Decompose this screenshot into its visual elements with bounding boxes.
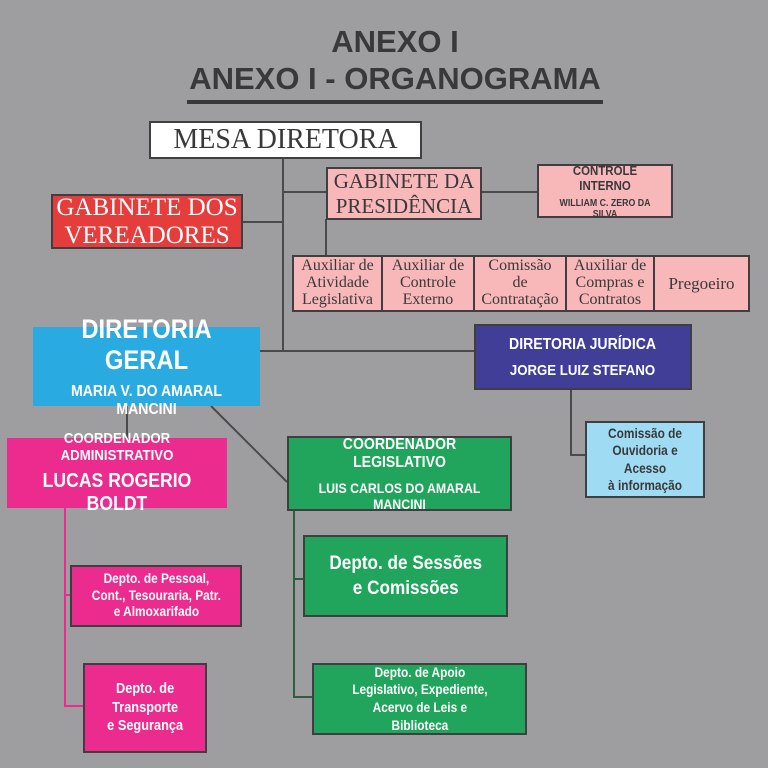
node-coordenador-administrativo [7,430,227,515]
node-comissao-contratacao [473,255,567,312]
node-depto-transporte [83,663,207,753]
page-title [25,24,765,104]
node-label: Depto. de Sessões e Comissões [329,551,482,599]
node-label: Auxiliar de Atividade Legislativa [301,257,374,308]
title-line-2 [25,61,765,105]
node-mesa-diretora [149,121,422,159]
node-label: GABINETE DA PRESIDÊNCIA [333,168,475,218]
connector-geral-juridica [260,350,474,352]
node-diretoria-geral [33,314,260,418]
connector-trunk-presidencia [283,191,326,193]
connector-legislativo-apoio [293,696,313,698]
node-aux-controle [381,255,475,312]
node-diretoria-juridica [474,324,692,390]
connector-trunk-vereadores [243,221,283,223]
node-title: DIRETORIA GERAL [81,314,212,375]
connector-admin-transporte [64,705,84,707]
title-underlined-text: ANEXO I - ORGANOGRAMA [187,61,603,105]
node-person-name: WILLIAM C. ZERO DA SILVA [559,197,651,220]
connector-mesa-trunk [282,158,284,352]
connector-presidencia-auxrow [325,219,327,255]
node-person-name: LUCAS ROGERIO BOLDT [42,470,192,515]
connector-presidencia-controle [482,191,537,193]
node-title: COORDENADOR ADMINISTRATIVO [60,430,174,464]
node-controle-interno [537,164,673,218]
node-label: Comissão de Contratação [481,257,559,308]
node-label: Auxiliar de Compras e Contratos [573,257,647,308]
node-person-name: JORGE LUIZ STEFANO [510,361,656,379]
title-line-1: ANEXO I [331,24,459,59]
node-depto-sessoes [303,535,508,617]
node-person-name: LUIS CARLOS DO AMARAL MANCINI [318,479,481,512]
node-pregoeiro [653,255,750,312]
node-label: GABINETE DOS VEREADORES [56,194,238,249]
node-gabinete-presidencia [326,167,482,220]
node-label: MESA DIRETORA [173,124,398,155]
connector-juridica-down [570,390,572,456]
node-person-name: MARIA V. DO AMARAL MANCINI [71,383,222,418]
node-label: Depto. de Pessoal, Cont., Tesouraria, Patr. e Almoxarifado [91,570,221,620]
node-label: Auxiliar de Controle Externo [391,257,465,308]
connector-juridica-ouvidoria [570,454,586,456]
node-label: Depto. de Apoio Legislativo, Expediente, Acervo de Leis e Biblioteca [351,664,488,733]
connector-legislativo-down [293,511,295,698]
node-aux-atividade [292,255,383,312]
node-aux-compras [565,255,655,312]
node-comissao-ouvidoria [585,421,705,498]
node-label: Pregoeiro [668,273,735,293]
node-depto-apoio [312,663,527,735]
node-title: COORDENADOR LEGISLATIVO [342,435,457,471]
node-title: DIRETORIA JURÍDICA [509,335,657,353]
node-label: Comissão de Ouvidoria e Acesso à informação [608,425,682,493]
connector-admin-down [64,508,66,707]
node-label: Depto. de Transporte e Segurança [107,680,183,735]
node-depto-pessoal [70,565,242,627]
node-gabinete-vereadores [51,194,243,249]
node-title: CONTROLE INTERNO [572,162,638,193]
node-coordenador-legislativo [287,436,512,511]
